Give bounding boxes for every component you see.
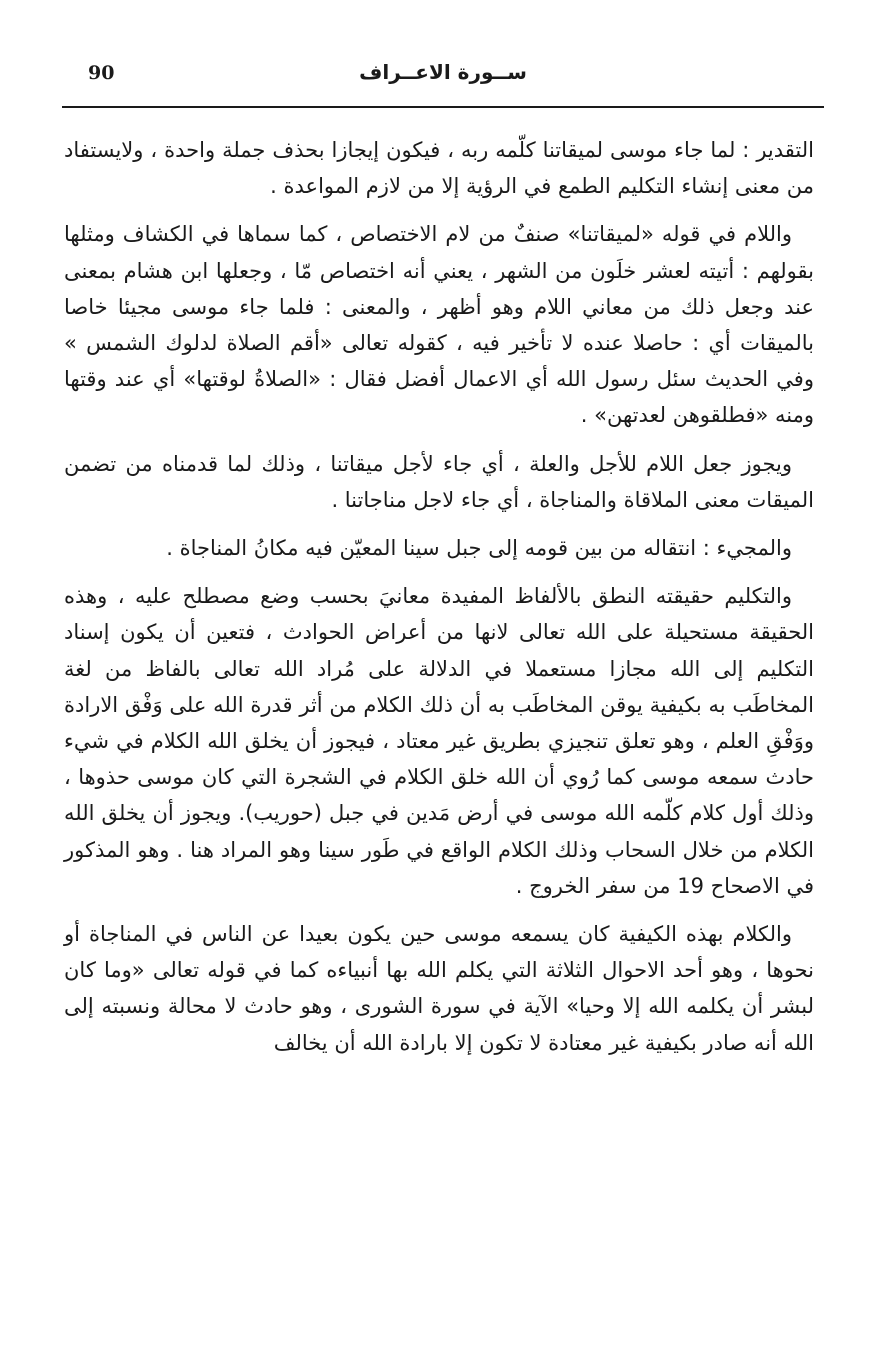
body-text — [64, 132, 814, 1073]
paragraph: والمجيء : انتقاله من بين قومه إلى جبل سينا المعيّن فيه مكانُ المناجاة . — [166, 536, 792, 561]
paragraph: التقدير : لما جاء موسى لميقاتنا كلّمه ربه ، فيكون إيجازا بحذف جملة واحدة ، ولايستفاد من معنى إنشاء التكليم الطمع في الرؤية إلا من لازم المواعدة . — [64, 138, 814, 199]
running-title: ســورة الاعــراف — [359, 60, 527, 84]
paragraph: واللام في قوله «لميقاتنا» صنفٌ من لام الاختصاص ، كما سماها في الكشاف ومثلها بقولهم : أتيته لعشر خلَون من الشهر ، يعني أنه اختصاص مّا ، وجعلها ابن هشام بمعنى عند وجعل ذلك من معاني اللام وهو أظهر ، والمعنى : فلما جاء موسى مجيئا خاصا بالميقات أي : حاصلا عنده لا تأخير فيه ، كقوله تعالى «أقم الصلاة لدلوك الشمس » وفي الحديث سئل رسول الله أي الاعمال أفضل فقال : «الصلاةُ لوقتها» أي عند وقتها ومنه «فطلقوهن لعدتهن» . — [64, 222, 814, 428]
page-number: 90 — [88, 62, 115, 84]
paragraph: ويجوز جعل اللام للأجل والعلة ، أي جاء لأجل ميقاتنا ، وذلك لما قدمناه من تضمن الميقات معنى الملاقاة والمناجاة ، أي جاء لاجل مناجاتنا . — [64, 451, 814, 512]
paragraph: والتكليم حقيقته النطق بالألفاظ المفيدة معانيَ بحسب وضع مصطلح عليه ، وهذه الحقيقة مستحيلة على الله تعالى لانها من أعراض الحوادث ، فتعين أن يكون إسناد التكليم إلى الله مجازا مستعملا في الدلالة على مُراد الله تعالى بالفاظ من لغة المخاطَب به بكيفية يوقن المخاطَب به أن ذلك الكلام من أثر قدرة الله على وَفْق الارادة ووَفْقِ العلم ، وهو تعلق تنجيزي بطريق غير معتاد ، فيجوز أن يخلق الله الكلام في شيء حادث سمعه موسى كما رُوي أن الله خلق الكلام في الشجرة التي كان موسى حذوها ، وذلك أول كلام كلّمه الله موسى في أرض مَدين في جبل (حوريب). ويجوز أن يخلق الله الكلام من خلال السحاب وذلك الكلام الواقع في طَور سينا وهو المراد هنا . وهو المذكور في الاصحاح 19 من سفر الخروج . — [64, 584, 814, 898]
paragraph: والكلام بهذه الكيفية كان يسمعه موسى حين يكون بعيدا عن الناس في المناجاة أو نحوها ، وهو أحد الاحوال الثلاثة التي يكلم الله بها أنبياءه كما في قوله تعالى «وما كان لبشر أن يكلمه الله إلا وحيا» الآية في سورة الشورى ، وهو حادث لا محالة ونسبته إلى الله أنه صادر بكيفية غير معتادة لا تكون إلا بارادة الله أن يخالف — [64, 922, 814, 1055]
header-rule — [62, 106, 824, 108]
page-header — [62, 58, 824, 102]
